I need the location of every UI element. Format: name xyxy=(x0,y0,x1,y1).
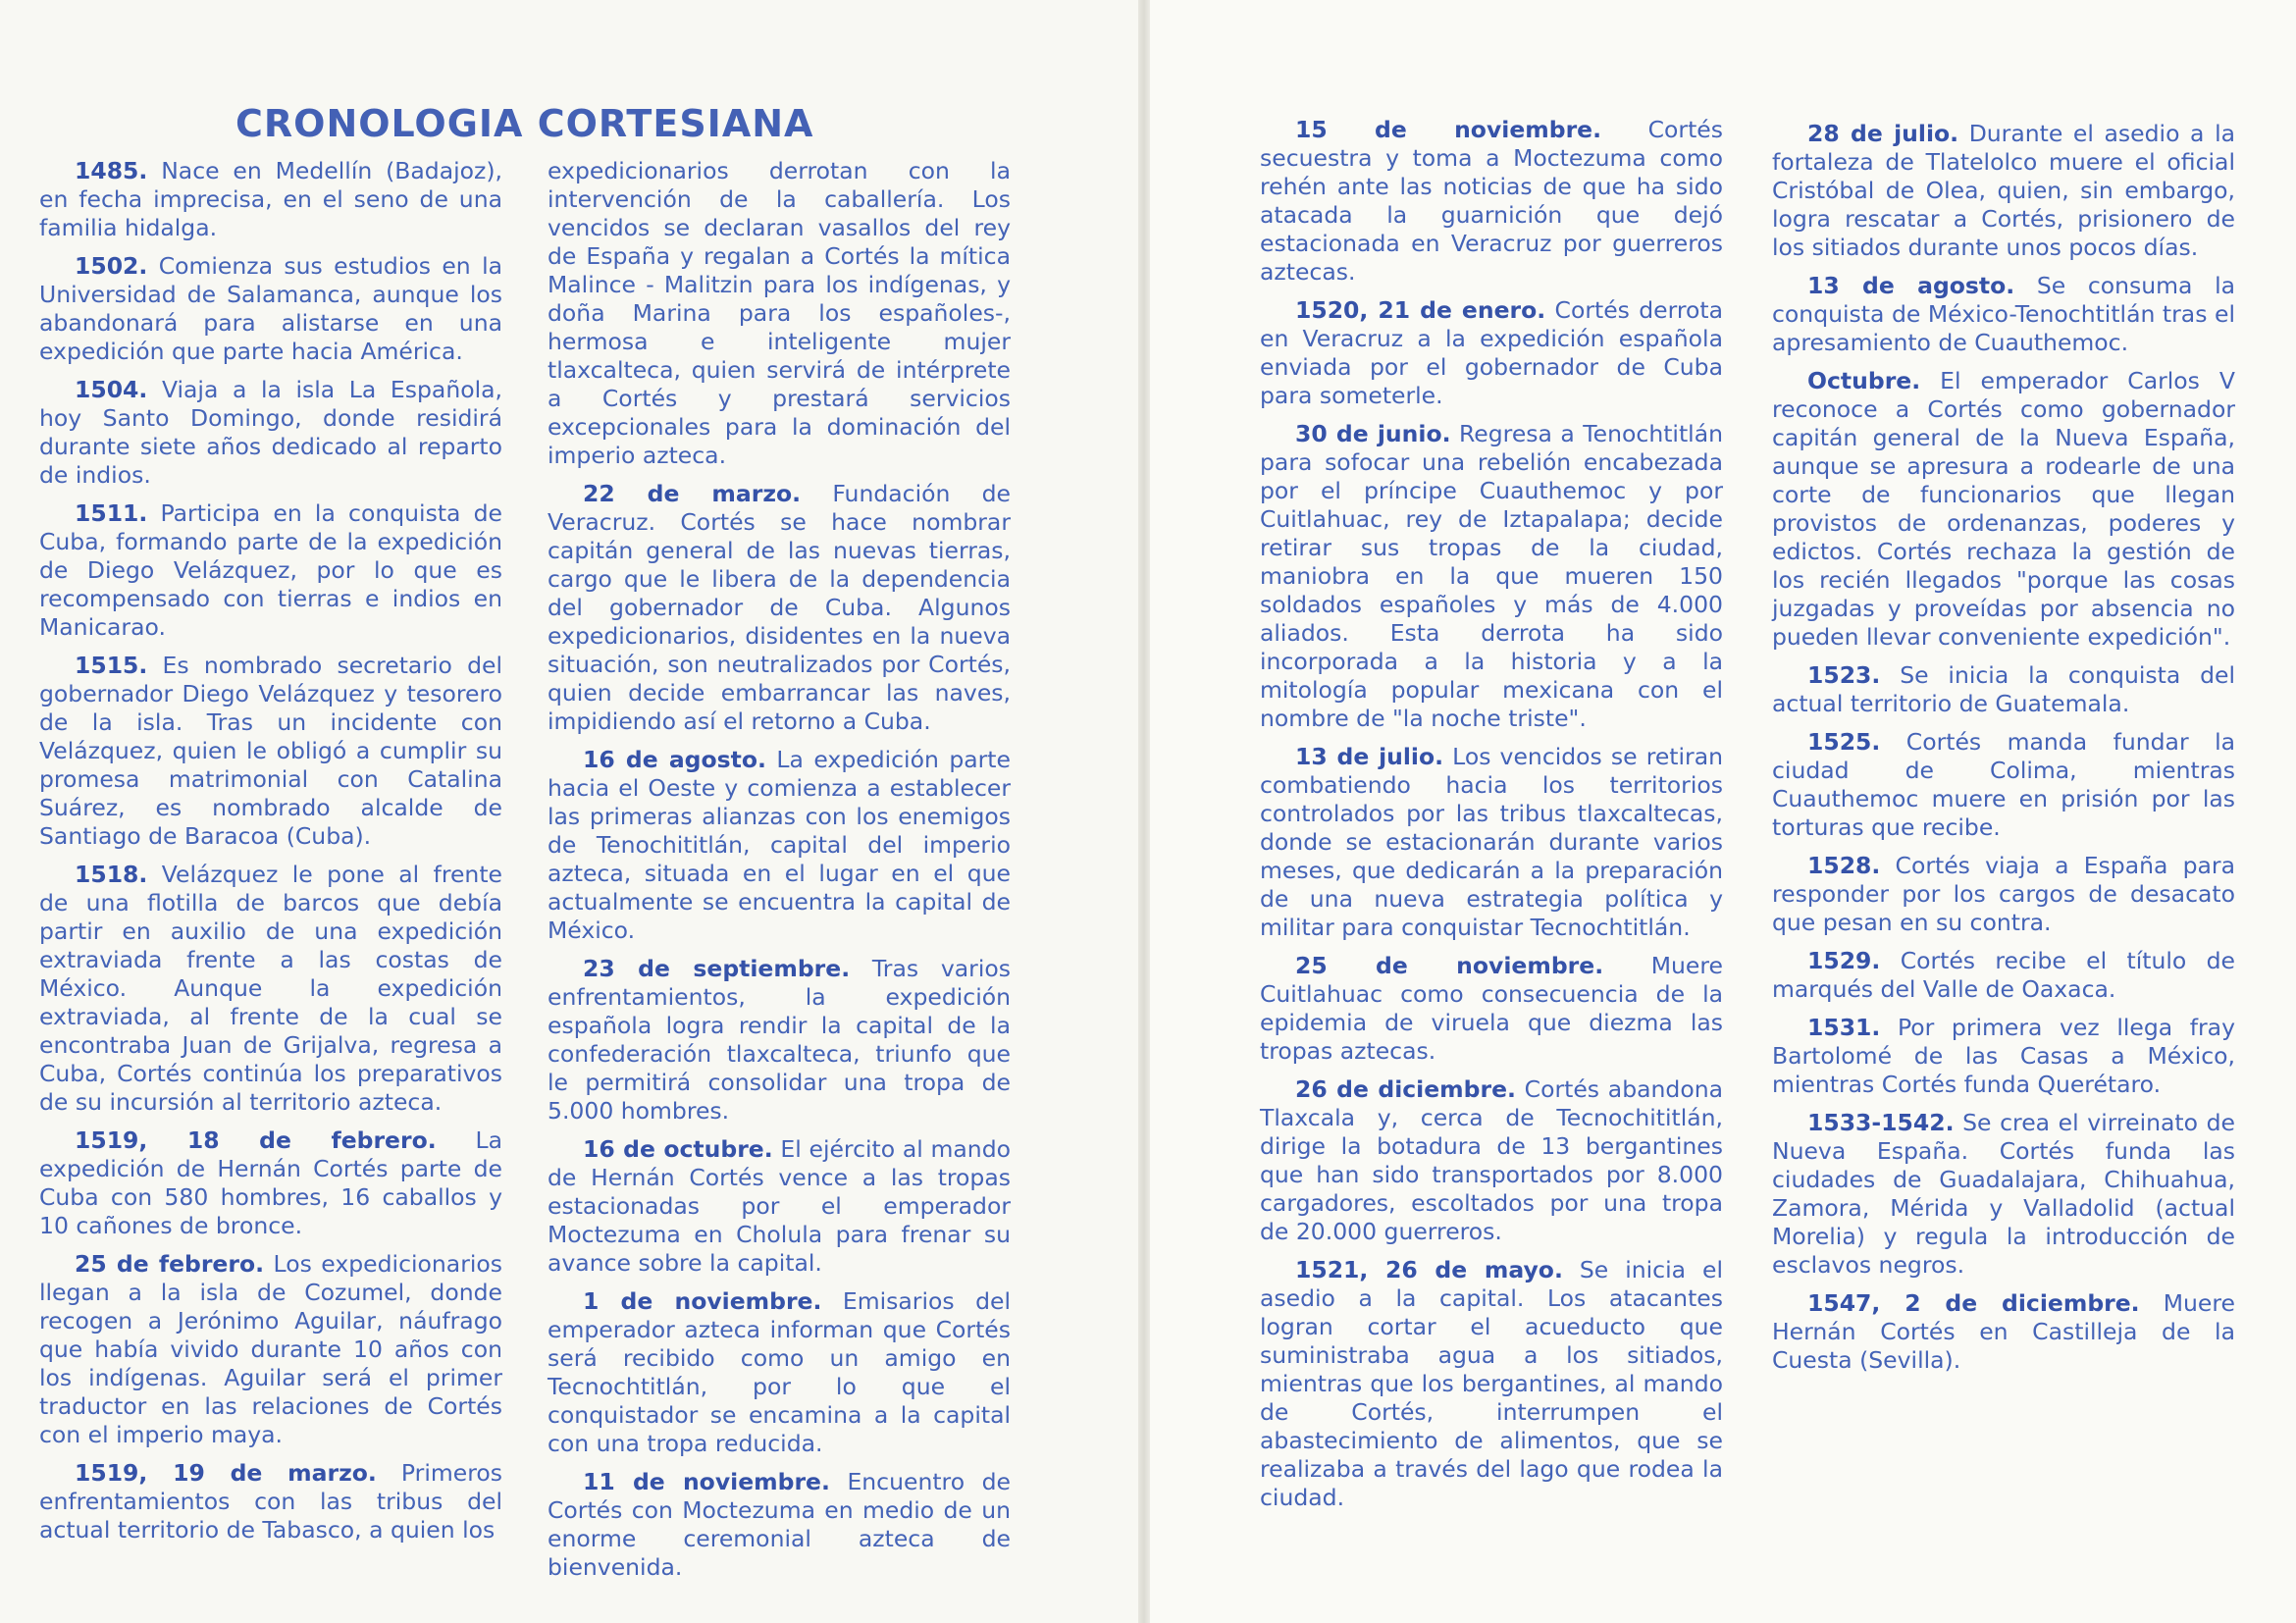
page-title: CRONOLOGIA CORTESIANA xyxy=(235,102,814,145)
entry-text: Emisarios del emperador azteca informan que Cortés será recibido como un amigo en Tecnochtitlán, por lo que el conquistador se encamina a la capital con una tropa reducida. xyxy=(548,1287,1011,1457)
entry-text: Comienza sus estudios en la Universidad de Salamanca, aunque los abandonará para alistarse en una expedición que parte hacia América. xyxy=(39,252,502,365)
entry-date: 1519, 18 de febrero. xyxy=(75,1126,437,1154)
entry-text: Primeros enfrentamientos con las tribus del actual territorio de Tabasco, a quien los xyxy=(39,1459,502,1544)
entry-date: 13 de julio. xyxy=(1295,743,1444,770)
entry-text: Muere Hernán Cortés en Castilleja de la Cuesta (Sevilla). xyxy=(1772,1289,2235,1374)
entry-text: Encuentro de Cortés con Moctezuma en medio de un enorme ceremonial azteca de bienvenida. xyxy=(548,1468,1011,1581)
entry-date: 1529. xyxy=(1807,947,1881,974)
entry-date: 25 de noviembre. xyxy=(1295,952,1604,979)
entry-text: Viaja a la isla La Española, hoy Santo Domingo, donde residirá durante siete años dedicado al reparto de indios. xyxy=(39,376,502,489)
column-3 xyxy=(1260,116,1723,1522)
column-2 xyxy=(548,157,1011,1592)
entry-text: Los expedicionarios llegan a la isla de Cozumel, donde recogen a Jerónimo Aguilar, náufrago que había vivido durante 10 años con los indígenas. Aguilar será el primer traductor en las relaciones de Cortés con el imperio maya. xyxy=(39,1250,503,1448)
column-1 xyxy=(39,157,502,1554)
chronology-entry xyxy=(1772,272,2235,357)
entry-text: Nace en Medellín (Badajoz), en fecha imprecisa, en el seno de una familia hidalga. xyxy=(39,157,502,241)
entry-text: La expedición parte hacia el Oeste y comienza a establecer las primeras alianzas con los enemigos de Tenochititlán, capital del imperio azteca, situada en el lugar en el que actualmente se encuentra la capital de México. xyxy=(548,746,1011,944)
entry-text: Muere Cuitlahuac como consecuencia de la epidemia de viruela que diezma las tropas aztecas. xyxy=(1260,952,1723,1065)
entry-text: Cortés manda fundar la ciudad de Colima, mientras Cuauthemoc muere en prisión por las torturas que recibe. xyxy=(1772,728,2235,841)
entry-text: Cortés abandona Tlaxcala y, cerca de Tecnochititlán, dirige la botadura de 13 bergantines que han sido transportados por 8.000 cargadores, escoltados por una tropa de 20.000 guerreros. xyxy=(1260,1075,1723,1245)
entry-date: 1518. xyxy=(75,861,148,888)
entry-date: 22 de marzo. xyxy=(583,480,802,507)
entry-text: El emperador Carlos V reconoce a Cortés como gobernador capitán general de la Nueva España, aunque se apresura a rodearle de una corte de funcionarios que llegan provistos de ordenanzas, poderes y edictos. Cortés rechaza la gestión de los recién llegados "porque las cosas juzgadas y proveídas por absencia no pueden llevar conveniente expedición". xyxy=(1772,367,2235,651)
chronology-entry xyxy=(1260,116,1723,287)
chronology-entry xyxy=(548,157,1011,470)
chronology-entry xyxy=(1772,1109,2235,1280)
column-4 xyxy=(1772,120,2235,1385)
chronology-entry xyxy=(1260,952,1723,1066)
entry-date: 11 de noviembre. xyxy=(583,1468,830,1495)
entry-text: Cortés viaja a España para responder por los cargos de desacato que pesan en su contra. xyxy=(1772,852,2235,936)
entry-date: 30 de junio. xyxy=(1295,420,1451,447)
chronology-entry xyxy=(548,955,1011,1126)
entry-date: 1519, 19 de marzo. xyxy=(75,1459,377,1487)
entry-date: 16 de agosto. xyxy=(583,746,766,773)
entry-text: Participa en la conquista de Cuba, formando parte de la expedición de Diego Velázquez, por lo que es recompensado con tierras e indios en Manicarao. xyxy=(39,499,502,641)
chronology-entry xyxy=(39,1126,502,1240)
entry-text: Se consuma la conquista de México-Tenochtitlán tras el apresamiento de Cuauthemoc. xyxy=(1772,272,2235,356)
book-spine xyxy=(1138,0,1150,1623)
entry-text: Fundación de Veracruz. Cortés se hace nombrar capitán general de las nuevas tierras, cargo que le libera de la dependencia del gobernador de Cuba. Algunos expedicionarios, disidentes en la nueva situación, son neutralizados por Cortés, quien decide embarrancar las naves, impidiendo así el retorno a Cuba. xyxy=(548,480,1012,735)
entry-text: Se crea el virreinato de Nueva España. Cortés funda las ciudades de Guadalajara, Chihuahua, Zamora, Mérida y Valladolid (actual Morelia) y regula la introducción de esclavos negros. xyxy=(1772,1109,2235,1279)
entry-date: 1531. xyxy=(1807,1014,1881,1041)
chronology-entry xyxy=(548,1468,1011,1582)
entry-date: 1520, 21 de enero. xyxy=(1295,296,1546,324)
chronology-entry xyxy=(548,746,1011,945)
entry-date: 25 de febrero. xyxy=(75,1250,265,1278)
entry-date: 28 de julio. xyxy=(1807,120,1959,147)
entry-text: Se inicia la conquista del actual territorio de Guatemala. xyxy=(1772,661,2235,717)
entry-text: Durante el asedio a la fortaleza de Tlatelolco muere el oficial Cristóbal de Olea, quien, sin embargo, logra rescatar a Cortés, prisionero de los sitiados durante unos pocos días. xyxy=(1772,120,2235,261)
chronology-entry xyxy=(1772,1014,2235,1099)
entry-text: Se inicia el asedio a la capital. Los atacantes logran cortar el acueducto que suministraba agua a los sitiados, mientras que los bergantines, al mando de Cortés, interrumpen el abastecimiento de alimentos, que se realizaba a través del lago que rodea la ciudad. xyxy=(1260,1256,1723,1511)
entry-date: 15 de noviembre. xyxy=(1295,116,1602,143)
chronology-entry xyxy=(1772,367,2235,652)
entry-date: 1511. xyxy=(75,499,148,527)
entry-text: Es nombrado secretario del gobernador Diego Velázquez y tesorero de la isla. Tras un incidente con Velázquez, quien le obligó a cumplir su promesa matrimonial con Catalina Suárez, es nombrado alcalde de Santiago de Baracoa (Cuba). xyxy=(39,652,502,850)
entry-date: 1502. xyxy=(75,252,148,280)
entry-date: 1533-1542. xyxy=(1807,1109,1955,1136)
entry-text: expedicionarios derrotan con la intervención de la caballería. Los vencidos se declaran vasallos del rey de España y regalan a Cortés la mítica Malince - Malitzin para los indígenas, y doña Marina para los españoles-, hermosa e inteligente mujer tlaxcalteca, quien servirá de intérprete a Cortés y prestará servicios excepcionales para la dominación del imperio azteca. xyxy=(548,157,1011,469)
entry-date: 16 de octubre. xyxy=(583,1135,773,1163)
chronology-entry xyxy=(1260,743,1723,942)
chronology-entry xyxy=(548,480,1011,736)
entry-date: 1521, 26 de mayo. xyxy=(1295,1256,1563,1283)
entry-date: 1485. xyxy=(75,157,148,184)
chronology-entry xyxy=(39,157,502,242)
chronology-entry xyxy=(39,861,502,1117)
chronology-entry xyxy=(548,1287,1011,1458)
entry-date: 1525. xyxy=(1807,728,1881,756)
chronology-entry xyxy=(39,499,502,642)
entry-text: La expedición de Hernán Cortés parte de Cuba con 580 hombres, 16 caballos y 10 cañones de bronce. xyxy=(39,1126,502,1239)
chronology-entry xyxy=(1772,947,2235,1004)
chronology-entry xyxy=(1772,661,2235,718)
chronology-entry xyxy=(1260,420,1723,733)
entry-date: 1504. xyxy=(75,376,148,403)
entry-text: Velázquez le pone al frente de una flotilla de barcos que debía partir en auxilio de una expedición extraviada frente a las costas de México. Aunque la expedición extraviada, al frente de la cual se encontraba Juan de Grijalva, regresa a Cuba, Cortés continúa los preparativos de su incursión al territorio azteca. xyxy=(39,861,502,1116)
entry-text: Cortés secuestra y toma a Moctezuma como rehén ante las noticias de que ha sido atacada la guarnición que dejó estacionada en Veracruz por guerreros aztecas. xyxy=(1260,116,1723,286)
entry-date: 23 de septiembre. xyxy=(583,955,851,982)
chronology-entry xyxy=(39,376,502,490)
entry-text: El ejército al mando de Hernán Cortés vence a las tropas estacionadas por el emperador Moctezuma en Cholula para frenar su avance sobre la capital. xyxy=(548,1135,1011,1277)
chronology-entry xyxy=(39,1459,502,1544)
chronology-entry xyxy=(39,1250,502,1449)
entry-date: 13 de agosto. xyxy=(1807,272,2015,299)
entry-date: 1547, 2 de diciembre. xyxy=(1807,1289,2140,1317)
chronology-entry xyxy=(1260,296,1723,410)
chronology-entry xyxy=(548,1135,1011,1278)
chronology-entry xyxy=(1260,1256,1723,1512)
entry-date: 1528. xyxy=(1807,852,1881,879)
entry-date: 26 de diciembre. xyxy=(1295,1075,1516,1103)
chronology-entry xyxy=(1772,728,2235,842)
entry-date: Octubre. xyxy=(1807,367,1921,394)
entry-date: 1523. xyxy=(1807,661,1881,689)
entry-date: 1515. xyxy=(75,652,148,679)
entry-text: Por primera vez llega fray Bartolomé de las Casas a México, mientras Cortés funda Querétaro. xyxy=(1772,1014,2235,1098)
entry-text: Cortés recibe el título de marqués del Valle de Oaxaca. xyxy=(1772,947,2235,1003)
chronology-entry xyxy=(1260,1075,1723,1246)
entry-date: 1 de noviembre. xyxy=(583,1287,822,1315)
chronology-entry xyxy=(1772,120,2235,262)
entry-text: Regresa a Tenochtitlán para sofocar una rebelión encabezada por el príncipe Cuauthemoc y por Cuitlahuac, rey de Iztapalapa; decide retirar sus tropas de la ciudad, maniobra en la que mueren 150 soldados españoles y más de 4.000 aliados. Esta derrota ha sido incorporada a la historia y a la mitología popular mexicana con el nombre de "la noche triste". xyxy=(1260,420,1723,732)
chronology-entry xyxy=(1772,852,2235,937)
chronology-entry xyxy=(1772,1289,2235,1375)
chronology-entry xyxy=(39,652,502,851)
entry-text: Los vencidos se retiran combatiendo hacia los territorios controlados por las tribus tlaxcaltecas, donde se estacionarán durante varios meses, que dedicarán a la preparación de una nueva estrategia política y militar para conquistar Tecnochtitlán. xyxy=(1260,743,1724,941)
entry-text: Cortés derrota en Veracruz a la expedición española enviada por el gobernador de Cuba para someterle. xyxy=(1260,296,1723,409)
entry-text: Tras varios enfrentamientos, la expedición española logra rendir la capital de la confederación tlaxcalteca, triunfo que le permitirá consolidar una tropa de 5.000 hombres. xyxy=(548,955,1011,1125)
chronology-entry xyxy=(39,252,502,366)
